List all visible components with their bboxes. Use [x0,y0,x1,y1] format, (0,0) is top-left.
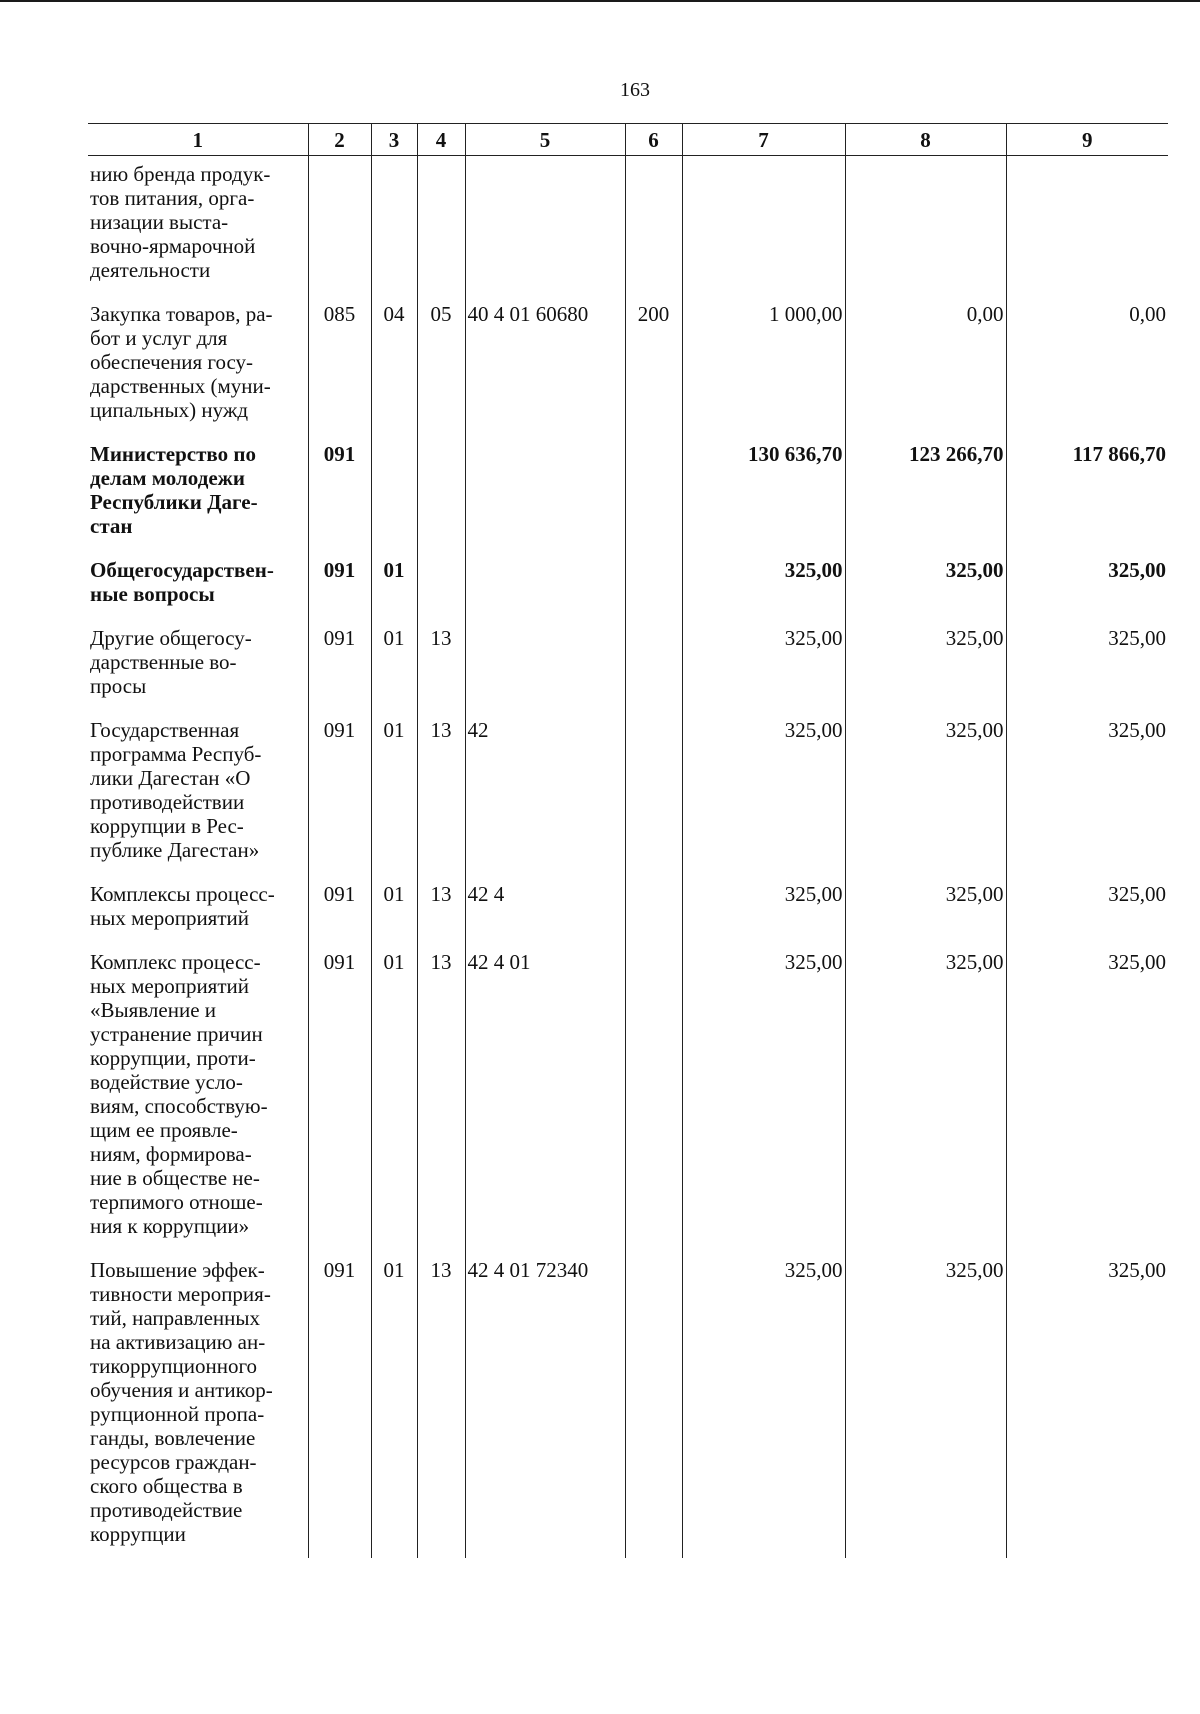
row-item-name: Закупка товаров, ра- бот и услуг для обеспечения госу- дарственных (муни- ципальных) нужд [88,302,308,442]
row-subsection-code: 13 [417,950,465,1258]
table-row [88,302,1168,442]
table-header [88,124,1168,156]
page-number: 163 [620,79,650,101]
row-amount-year-2: 0,00 [845,302,1006,442]
row-expense-type [625,442,682,558]
row-amount-year-1: 325,00 [682,950,845,1258]
row-amount-year-1: 325,00 [682,718,845,882]
row-amount-year-2 [845,156,1006,303]
top-border-rule [0,0,1200,2]
row-amount-year-2: 325,00 [845,558,1006,626]
row-target-article: 42 [465,718,625,882]
row-target-article [465,626,625,718]
row-amount-year-1: 1 000,00 [682,302,845,442]
row-item-name: Повышение эффек- тивности мероприя- тий, направленных на активизацию ан- тикоррупционного обучения и антикор- рупционной пропа- ганды, вовлечение ресурсов граждан- ского общества в противодействие коррупции [88,1258,308,1558]
table-row [88,950,1168,1258]
row-subsection-code: 13 [417,1258,465,1558]
row-expense-type: 200 [625,302,682,442]
row-amount-year-2: 325,00 [845,718,1006,882]
row-amount-year-2: 325,00 [845,626,1006,718]
row-target-article [465,156,625,303]
row-amount-year-3: 325,00 [1006,1258,1168,1558]
row-section-code: 01 [371,882,417,950]
row-subsection-code [417,156,465,303]
row-ministry-code: 091 [308,950,371,1258]
row-ministry-code: 091 [308,718,371,882]
column-header-9: 9 [1006,124,1168,156]
table-row [88,442,1168,558]
row-amount-year-1: 325,00 [682,882,845,950]
row-section-code: 01 [371,950,417,1258]
header-row [88,124,1168,156]
row-expense-type [625,558,682,626]
row-subsection-code [417,442,465,558]
column-header-3: 3 [371,124,417,156]
row-ministry-code: 091 [308,1258,371,1558]
row-amount-year-3: 0,00 [1006,302,1168,442]
row-amount-year-1: 325,00 [682,558,845,626]
row-item-name: Государственная программа Респуб- лики Дагестан «О противодействии коррупции в Рес- публике Дагестан» [88,718,308,882]
row-amount-year-3: 325,00 [1006,950,1168,1258]
row-item-name: нию бренда продук- тов питания, орга- низации выста- вочно-ярмарочной деятельности [88,156,308,303]
row-amount-year-3: 325,00 [1006,718,1168,882]
row-expense-type [625,950,682,1258]
row-subsection-code: 05 [417,302,465,442]
row-amount-year-3: 117 866,70 [1006,442,1168,558]
row-expense-type [625,156,682,303]
row-expense-type [625,718,682,882]
row-amount-year-1: 130 636,70 [682,442,845,558]
row-target-article: 42 4 [465,882,625,950]
row-ministry-code: 091 [308,882,371,950]
table-body [88,156,1168,1559]
column-header-1: 1 [88,124,308,156]
row-expense-type [625,882,682,950]
row-amount-year-2: 325,00 [845,1258,1006,1558]
row-target-article [465,558,625,626]
row-target-article: 42 4 01 72340 [465,1258,625,1558]
row-amount-year-1: 325,00 [682,1258,845,1558]
table-row [88,882,1168,950]
row-ministry-code: 091 [308,558,371,626]
table-row [88,156,1168,303]
row-section-code: 04 [371,302,417,442]
row-subsection-code: 13 [417,718,465,882]
row-amount-year-2: 325,00 [845,950,1006,1258]
row-item-name: Комплексы процесс- ных мероприятий [88,882,308,950]
row-section-code [371,156,417,303]
row-ministry-code: 085 [308,302,371,442]
row-subsection-code: 13 [417,882,465,950]
row-amount-year-3: 325,00 [1006,882,1168,950]
row-target-article [465,442,625,558]
table-row [88,626,1168,718]
row-item-name: Другие общегосу- дарственные во- просы [88,626,308,718]
row-item-name: Комплекс процесс- ных мероприятий «Выявление и устранение причин коррупции, проти- водействие усло- виям, способствую- щим ее проявле- ниям, формирова- ние в обществе не- терпимого отноше- ния к коррупции» [88,950,308,1258]
row-amount-year-3: 325,00 [1006,626,1168,718]
row-subsection-code [417,558,465,626]
table-row [88,1258,1168,1558]
row-amount-year-1 [682,156,845,303]
row-amount-year-1: 325,00 [682,626,845,718]
row-ministry-code [308,156,371,303]
column-header-7: 7 [682,124,845,156]
row-amount-year-3 [1006,156,1168,303]
row-item-name: Общегосударствен- ные вопросы [88,558,308,626]
row-ministry-code: 091 [308,626,371,718]
row-amount-year-2: 325,00 [845,882,1006,950]
row-expense-type [625,1258,682,1558]
row-section-code: 01 [371,558,417,626]
row-ministry-code: 091 [308,442,371,558]
row-section-code: 01 [371,1258,417,1558]
row-section-code [371,442,417,558]
row-target-article: 42 4 01 [465,950,625,1258]
table-row [88,558,1168,626]
column-header-2: 2 [308,124,371,156]
budget-table [88,123,1168,1558]
budget-table-container [88,123,1168,1558]
row-item-name: Министерство по делам молодежи Республики Даге- стан [88,442,308,558]
column-header-4: 4 [417,124,465,156]
column-header-8: 8 [845,124,1006,156]
row-section-code: 01 [371,626,417,718]
row-target-article: 40 4 01 60680 [465,302,625,442]
row-amount-year-2: 123 266,70 [845,442,1006,558]
row-amount-year-3: 325,00 [1006,558,1168,626]
column-header-5: 5 [465,124,625,156]
table-row [88,718,1168,882]
row-section-code: 01 [371,718,417,882]
row-subsection-code: 13 [417,626,465,718]
column-header-6: 6 [625,124,682,156]
row-expense-type [625,626,682,718]
